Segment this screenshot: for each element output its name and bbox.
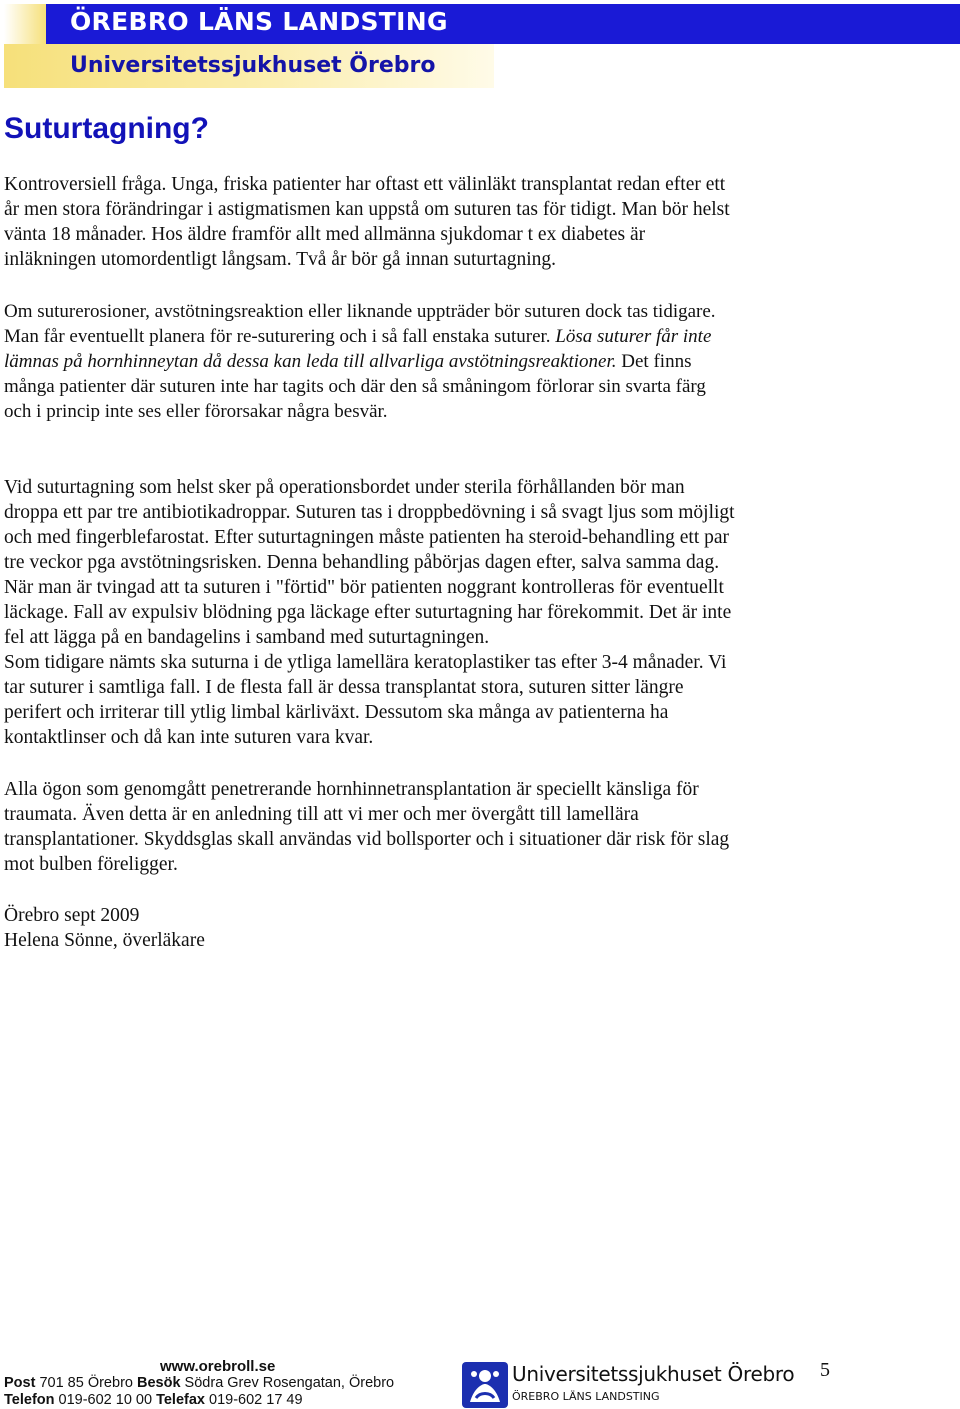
hospital-name: Universitetssjukhuset Örebro [70,53,436,78]
fax-value: 019-602 17 49 [204,1392,303,1408]
text-normal: Det finns [616,351,692,372]
text-line: och med fingerblefarostat. Efter suturtagningen måste patienten ha steroid-behandling ett par [4,527,730,548]
page-number: 5 [820,1359,830,1381]
signature-author: Helena Sönne, överläkare [4,930,205,951]
footer-org-name: ÖREBRO LÄNS LANDSTING [512,1390,660,1403]
footer-website-link[interactable]: www.orebroll.se [160,1358,276,1375]
text-line: många patienter där suturen inte har tagits och där den så småningom förlorar sin svarta färg [4,376,706,397]
text-line: vänta 18 månader. Hos äldre framför allt med allmänna sjukdomar t ex diabetes är [4,224,646,245]
text-line: Om suturerosioner, avstötningsreaktion eller liknande uppträder bör suturen dock tas tidigare. [4,301,716,322]
signature-date: Örebro sept 2009 [4,905,140,926]
text-line: traumata. Även detta är en anledning till att vi mer och mer övergått till lamellära [4,804,639,825]
landsting-emblem-icon [462,1362,508,1408]
text-line: kontaktlinser och då kan inte suturen vara kvar. [4,727,374,748]
paragraph-intro [4,172,934,272]
text-line: När man är tvingad att ta suturen i "förtid" bör patienten noggrant kontrolleras för eventuellt [4,577,724,598]
footer-address [4,1375,394,1391]
org-name: ÖREBRO LÄNS LANDSTING [70,7,448,36]
text-line: och i princip inte ses eller förorsakar några besvär. [4,401,388,422]
text-line: Alla ögon som genomgått penetrerande hornhinnetransplantation är speciellt känsliga för [4,779,699,800]
text-line: Som tidigare nämts ska suturna i de ytliga lamellära keratoplastiker tas efter 3-4 månader. Vi [4,652,727,673]
text-line: Vid suturtagning som helst sker på operationsbordet under sterila förhållanden bör man [4,477,685,498]
header-banner [0,0,960,92]
visit-label: Besök [137,1375,181,1391]
signature-block [4,903,934,953]
text-italic-warning: Lösa suturer får inte [555,326,712,347]
phone-value: 019-602 10 00 [54,1392,157,1408]
fax-label: Telefax [156,1392,205,1408]
footer-phone [4,1392,303,1408]
text-line: mot bulben föreligger. [4,854,178,875]
post-value: 701 85 Örebro [35,1375,137,1391]
text-italic-warning: lämnas på hornhinneytan då dessa kan leda till allvarliga avstötningsreaktioner. [4,351,617,372]
text-line: Kontroversiell fråga. Unga, friska patienter har oftast ett välinläkt transplantat redan efter ett [4,174,726,195]
text-line: droppa ett par tre antibiotikadroppar. Suturen tas i droppbedövning i så svagt ljus som möjligt [4,502,735,523]
paragraph-trauma [4,777,934,877]
page-title: Suturtagning? [4,112,209,145]
footer-hospital-name: Universitetssjukhuset Örebro [512,1362,795,1386]
banner-left-strip [4,4,46,44]
text-line: läckage. Fall av expulsiv blödning pga läckage efter suturtagning har förekommit. Det är inte [4,602,732,623]
paragraph-erosions [4,299,934,424]
phone-label: Telefon [4,1392,55,1408]
page-footer [0,1352,960,1409]
text-line: fel att lägga på en bandagelins i samband med suturtagningen. [4,627,490,648]
text-line: tar suturer i samtliga fall. I de flesta fall är dessa transplantat stora, suturen sitter längre [4,677,684,698]
text-line [4,324,934,349]
text-normal: Man får eventuellt planera för re-suturering och i så fall enstaka suturer. [4,326,556,347]
post-label: Post [4,1375,36,1391]
text-line: inläkningen utomordentligt långsam. Två år bör gå innan suturtagning. [4,249,557,270]
text-line: transplantationer. Skyddsglas skall användas vid bollsporter och i situationer där risk för slag [4,829,730,850]
paragraph-procedure [4,475,934,750]
text-line: perifert och irriterar till ytlig limbal kärliväxt. Dessutom ska många av patienterna ha [4,702,669,723]
text-line [4,349,934,374]
visit-value: Södra Grev Rosengatan, Örebro [180,1375,395,1391]
text-line: år men stora förändringar i astigmatismen kan uppstå om suturen tas för tidigt. Man bör helst [4,199,730,220]
text-line: tre veckor pga avstötningsrisken. Denna behandling påbörjas dagen efter, salva samma dag. [4,552,720,573]
